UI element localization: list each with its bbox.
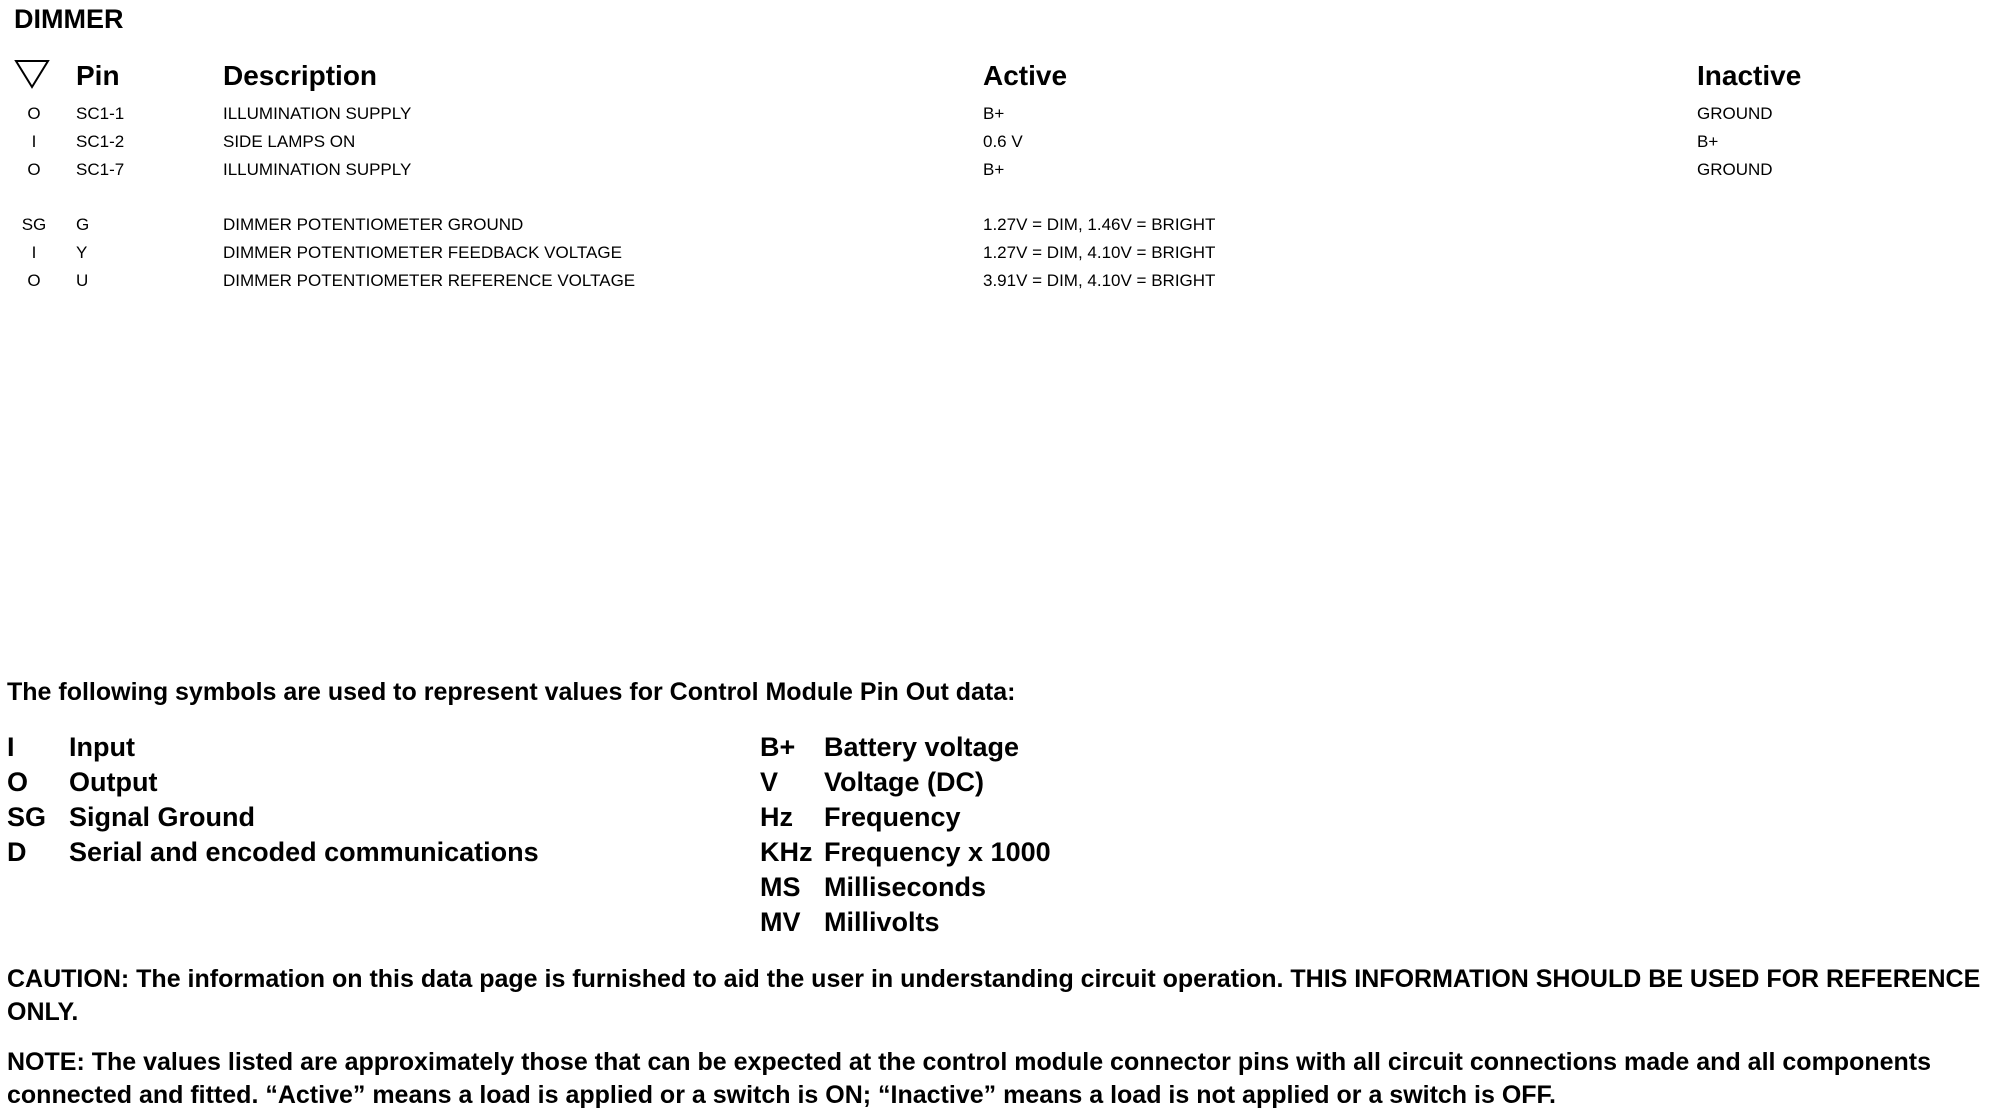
legend-title: The following symbols are used to represent values for Control Module Pin Out data: [7, 678, 1016, 706]
pin-type: I [31, 243, 37, 262]
legend-symbol: Hz [760, 802, 793, 832]
pin-type: O [27, 271, 41, 290]
table-spacer [0, 184, 2012, 211]
legend-meaning: Output [69, 767, 158, 797]
legend-meaning: Voltage (DC) [824, 767, 984, 797]
header-pin: Pin [76, 60, 120, 91]
pin-type: O [27, 160, 41, 179]
pin-active: 1.27V = DIM, 1.46V = BRIGHT [983, 215, 1216, 234]
header-inactive: Inactive [1697, 60, 1802, 91]
pin-description: DIMMER POTENTIOMETER GROUND [223, 215, 524, 234]
table-row [0, 156, 2012, 184]
pin-type: I [31, 132, 37, 151]
legend-symbol: KHz [760, 837, 813, 867]
legend-meaning: Battery voltage [824, 732, 1020, 762]
legend-meaning: Serial and encoded communications [69, 837, 539, 867]
legend-symbol: B+ [760, 732, 796, 762]
pin-description: DIMMER POTENTIOMETER REFERENCE VOLTAGE [223, 271, 636, 290]
pin-type: O [27, 104, 41, 123]
pin-id: SC1-7 [76, 160, 125, 179]
caution-note: CAUTION: The information on this data page is furnished to aid the user in understanding circuit operation. THIS INFORMATION SHOULD BE USED FOR REFERENCE ONLY. [7, 965, 1981, 1026]
pin-active: B+ [983, 104, 1005, 123]
pin-inactive: GROUND [1697, 160, 1773, 179]
table-row [0, 100, 2012, 128]
pin-id: G [76, 215, 90, 234]
legend-meaning: Millivolts [824, 907, 940, 937]
pin-inactive: B+ [1697, 132, 1719, 151]
legend-symbol: SG [7, 802, 47, 832]
table-row [0, 128, 2012, 156]
legend-symbol: V [760, 767, 779, 797]
pin-active: 1.27V = DIM, 4.10V = BRIGHT [983, 243, 1216, 262]
legend-meaning: Frequency x 1000 [824, 837, 1051, 867]
pin-active: 0.6 V [983, 132, 1023, 151]
section-title: DIMMER [14, 4, 124, 34]
pin-active: B+ [983, 160, 1005, 179]
legend-symbol: D [7, 837, 27, 867]
pin-description: DIMMER POTENTIOMETER FEEDBACK VOLTAGE [223, 243, 622, 262]
table-row [0, 211, 2012, 239]
pin-table [0, 56, 2012, 295]
pin-description: ILLUMINATION SUPPLY [223, 104, 412, 123]
legend-meaning: Milliseconds [824, 872, 987, 902]
legend-meaning: Signal Ground [69, 802, 255, 832]
table-header-row [0, 56, 2012, 100]
header-description: Description [223, 60, 378, 91]
pin-inactive: GROUND [1697, 104, 1773, 123]
pin-id: SC1-2 [76, 132, 125, 151]
legend-symbol: I [7, 732, 15, 762]
pin-id: U [76, 271, 89, 290]
pin-id: SC1-1 [76, 104, 125, 123]
pin-id: Y [76, 243, 88, 262]
legend-symbol: O [7, 767, 29, 797]
legend-symbol: MS [760, 872, 801, 902]
pin-description: SIDE LAMPS ON [223, 132, 356, 151]
triangle-down-icon [14, 58, 50, 90]
header-active: Active [983, 60, 1068, 91]
legend-symbol: MV [760, 907, 801, 937]
note-text: NOTE: The values listed are approximately those that can be expected at the control module connector pins with all circuit connections made and all components connected and fitted. “Active” means a load is applied or a switch is ON; “Inactive” means a load is not applied or a switch is OFF. [7, 1048, 1932, 1109]
table-row [0, 267, 2012, 295]
pin-description: ILLUMINATION SUPPLY [223, 160, 412, 179]
legend-meaning: Frequency [824, 802, 961, 832]
legend-meaning: Input [69, 732, 135, 762]
pin-type: SG [21, 215, 47, 234]
pin-active: 3.91V = DIM, 4.10V = BRIGHT [983, 271, 1216, 290]
table-row [0, 239, 2012, 267]
